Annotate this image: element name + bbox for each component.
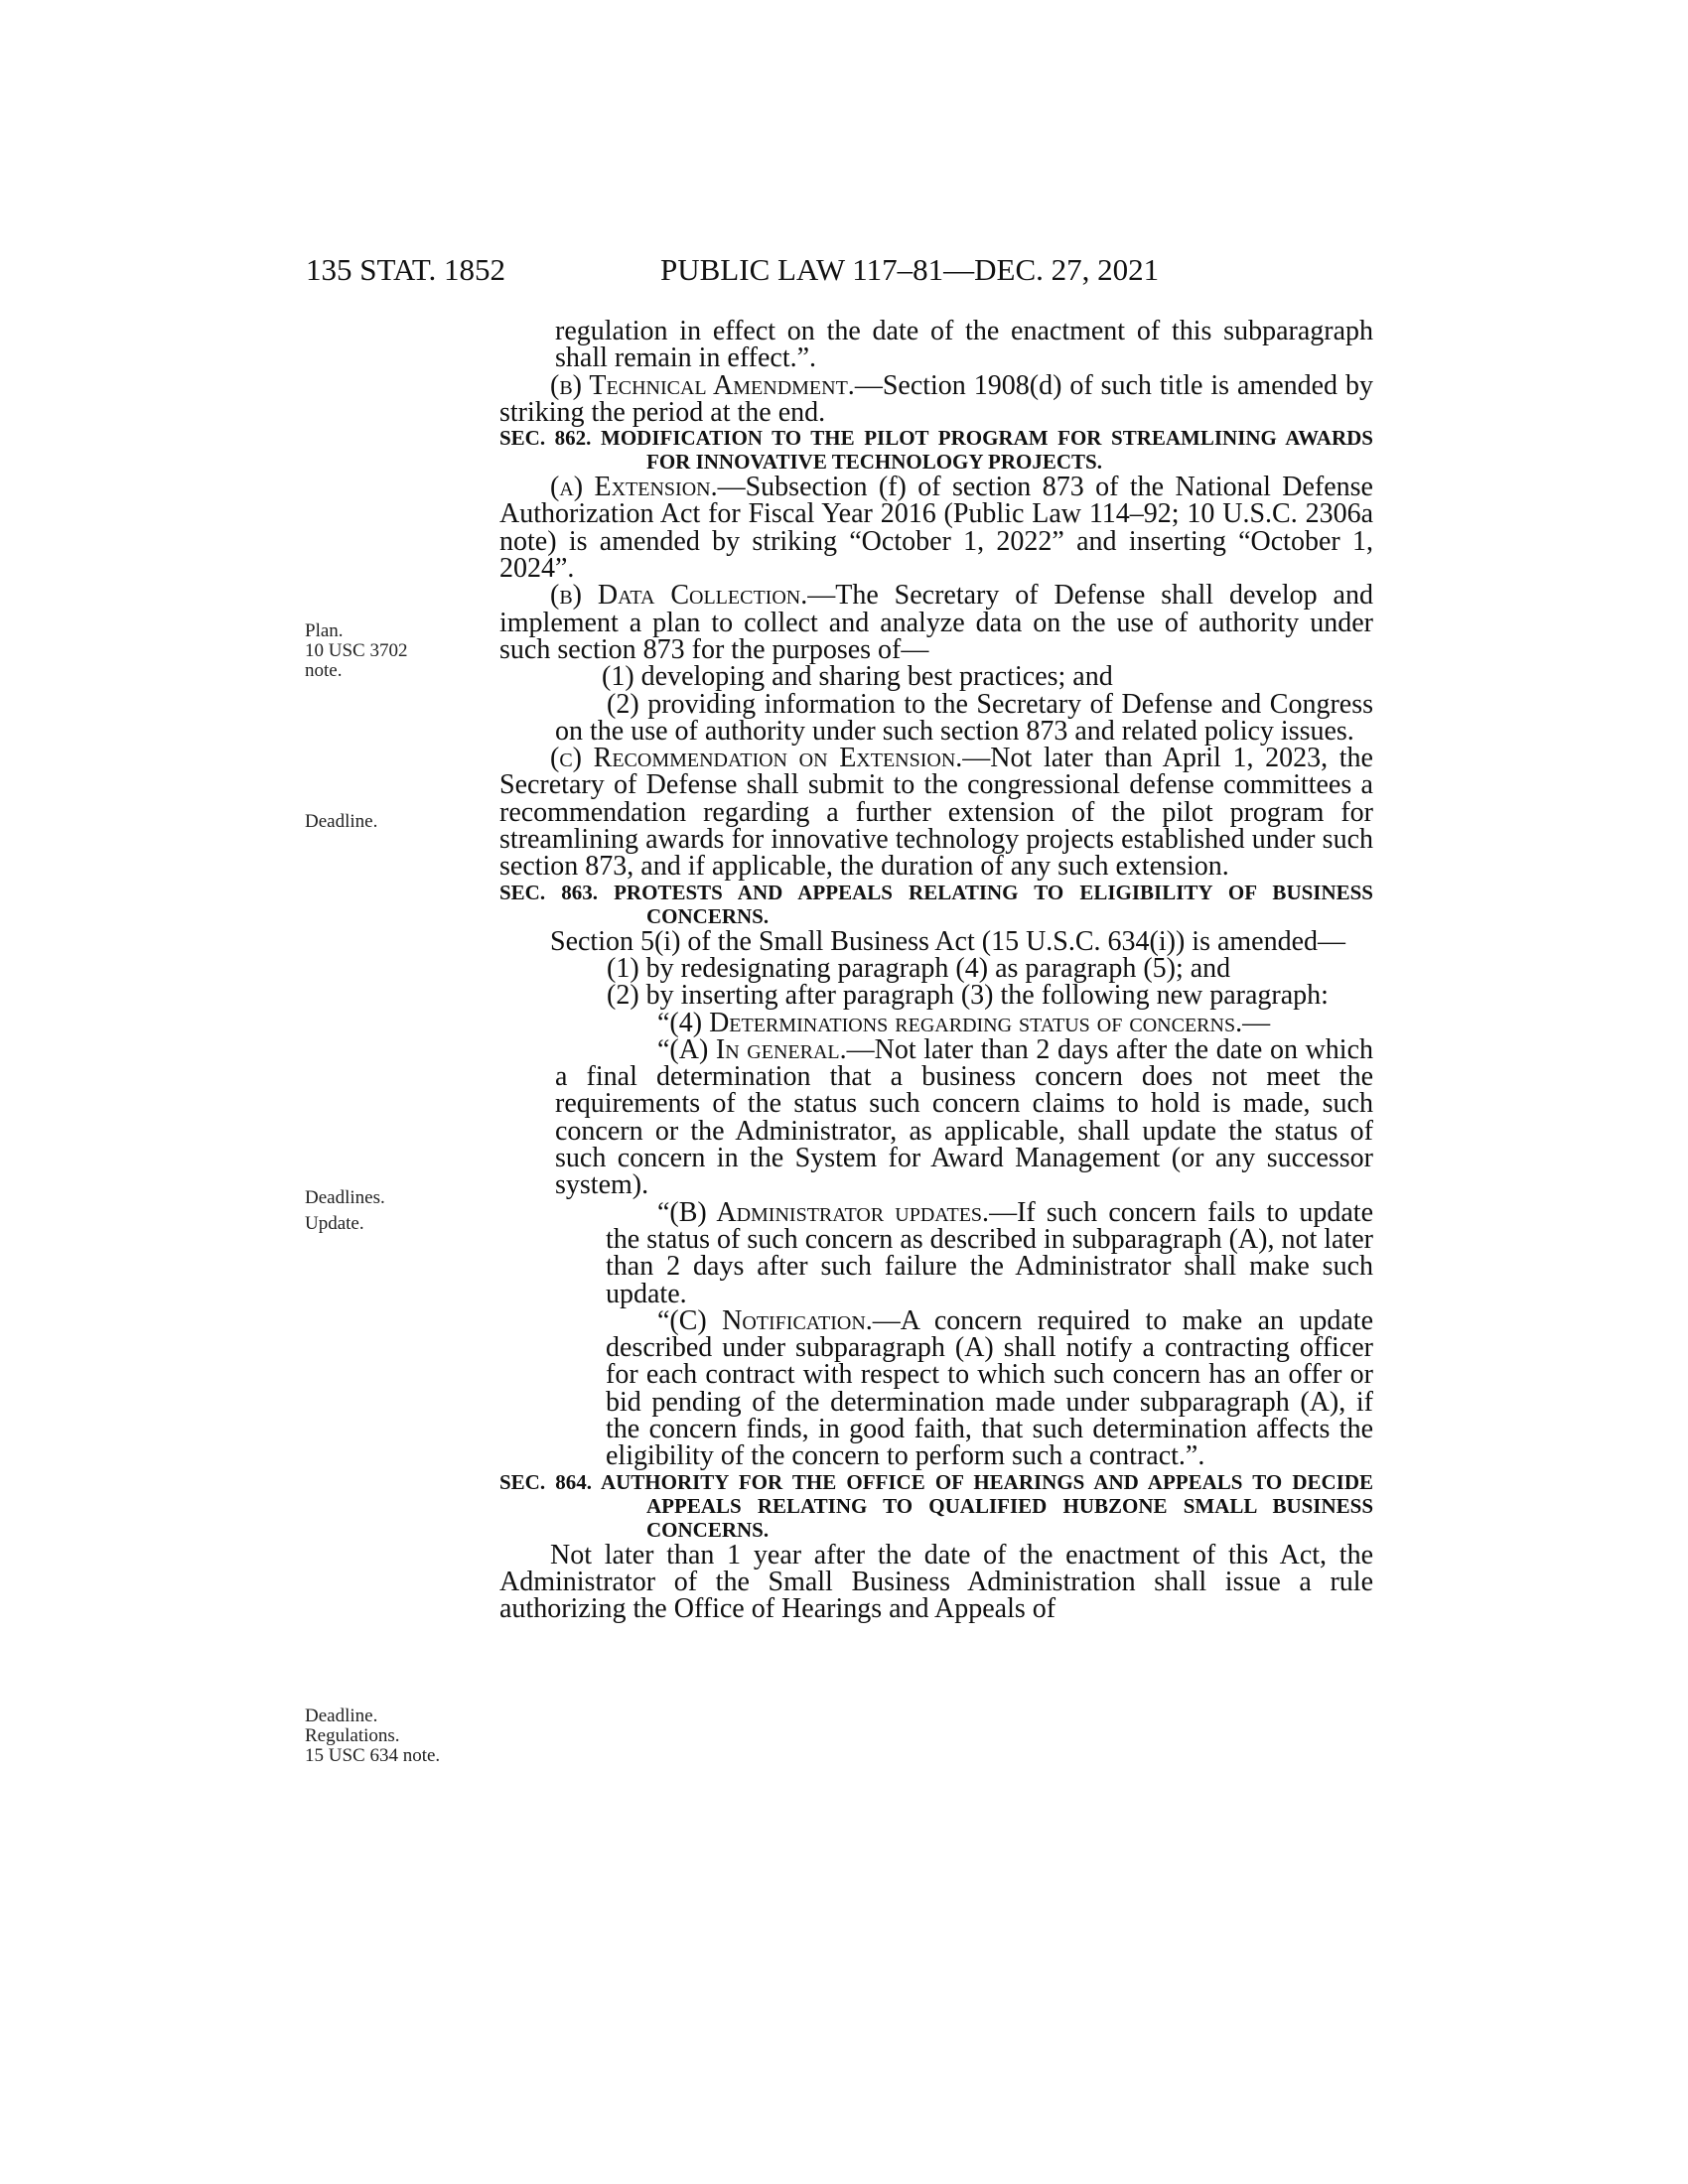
section-863-item-1: (1) by redesignating paragraph (4) as paragraph (5); and: [607, 952, 1231, 984]
section-863-intro: Section 5(i) of the Small Business Act (15 U.S.C. 634(i)) is amended—: [550, 925, 1346, 957]
subparagraph-b: “(B) Administrator updates.—If such concern fails to update the status of such concern as described in subparagraph (A), not later than 2 days after such failure the Administrator shall make such update.: [606, 1196, 1374, 1309]
subparagraph-c: “(C) Notification.—A concern required to make an update described under subparagraph (A) shall notify a contracting officer for each contract with respect to which such concern has an offer or bid pending of the determination made under subparagraph (A), if the concern finds, in good faith, that such determination affects the eligibility of the concern to perform such a contract.”.: [606, 1304, 1374, 1472]
data-collection-item-2: (2) providing information to the Secretary of Defense and Congress on the use of authority under such section 873 and related policy issues.: [555, 688, 1373, 747]
margin-note-deadline: Deadline.: [305, 811, 378, 832]
subparagraph-a: “(A) In general.—Not later than 2 days after the date on which a final determination that a business concern does not meet the requirements of the status such concern claims to hold is made, such concern or the Administrator, as applicable, shall update the status of such concern in the System for Award Management (or any successor system).: [555, 1033, 1373, 1201]
margin-note-plan: Plan. 10 USC 3702 note.: [305, 620, 408, 681]
section-864-paragraph: Not later than 1 year after the date of the enactment of this Act, the Administrator of the Small Business Administration shall issue a rule authorizing the Office of Hearings and Appeals of: [499, 1539, 1373, 1625]
statute-page-reference: 135 STAT. 1852: [306, 252, 506, 287]
body-text: [499, 316, 1374, 1625]
continued-paragraph: regulation in effect on the date of the enactment of this subparagraph shall remain in effect.”.: [555, 316, 1373, 374]
section-862-heading: SEC. 862. MODIFICATION TO THE PILOT PROGRAM FOR STREAMLINING AWARDS FOR INNOVATIVE TECHNOLOGY PROJECTS.: [499, 426, 1373, 475]
recommendation-paragraph: (c) Recommendation on Extension.—Not later than April 1, 2023, the Secretary of Defense shall submit to the congressional defense committees a recommendation regarding a further extension of the pilot program for streamlining awards for innovative technology projects established under such section 873, and if applicable, the duration of any such extension.: [499, 743, 1373, 883]
public-law-title: PUBLIC LAW 117–81—DEC. 27, 2021: [660, 252, 1160, 287]
section-863-item-2: (2) by inserting after paragraph (3) the following new paragraph:: [607, 980, 1329, 1012]
margin-note-deadlines-update: Deadlines. Update.: [305, 1187, 385, 1234]
page-header: [0, 252, 1688, 292]
section-864-heading: SEC. 864. AUTHORITY FOR THE OFFICE OF HEARINGS AND APPEALS TO DECIDE APPEALS RELATING TO QUALIFIED HUBZONE SMALL BUSINESS CONCERNS.: [499, 1469, 1373, 1542]
data-collection-item-1: (1) developing and sharing best practices; and: [602, 661, 1113, 693]
technical-amendment-paragraph: (b) Technical Amendment.—Section 1908(d) of such title is amended by striking the period at the end.: [499, 369, 1373, 428]
determinations-heading: “(4) Determinations regarding status of concerns.—: [657, 1007, 1271, 1038]
extension-paragraph: (a) Extension.—Subsection (f) of section 873 of the National Defense Authorization Act for Fiscal Year 2016 (Public Law 114–92; 10 U.S.C. 2306a note) is amended by striking “October 1, 2022” and inserting “October 1, 2024”.: [499, 472, 1373, 585]
margin-note-deadline-regulations: Deadline. Regulations. 15 USC 634 note.: [305, 1706, 441, 1766]
section-863-heading: SEC. 863. PROTESTS AND APPEALS RELATING TO ELIGIBILITY OF BUSINESS CONCERNS.: [499, 880, 1373, 928]
data-collection-paragraph: (b) Data Collection.—The Secretary of Defense shall develop and implement a plan to collect and analyze data on the use of authority under such section 873 for the purposes of—: [499, 580, 1373, 665]
